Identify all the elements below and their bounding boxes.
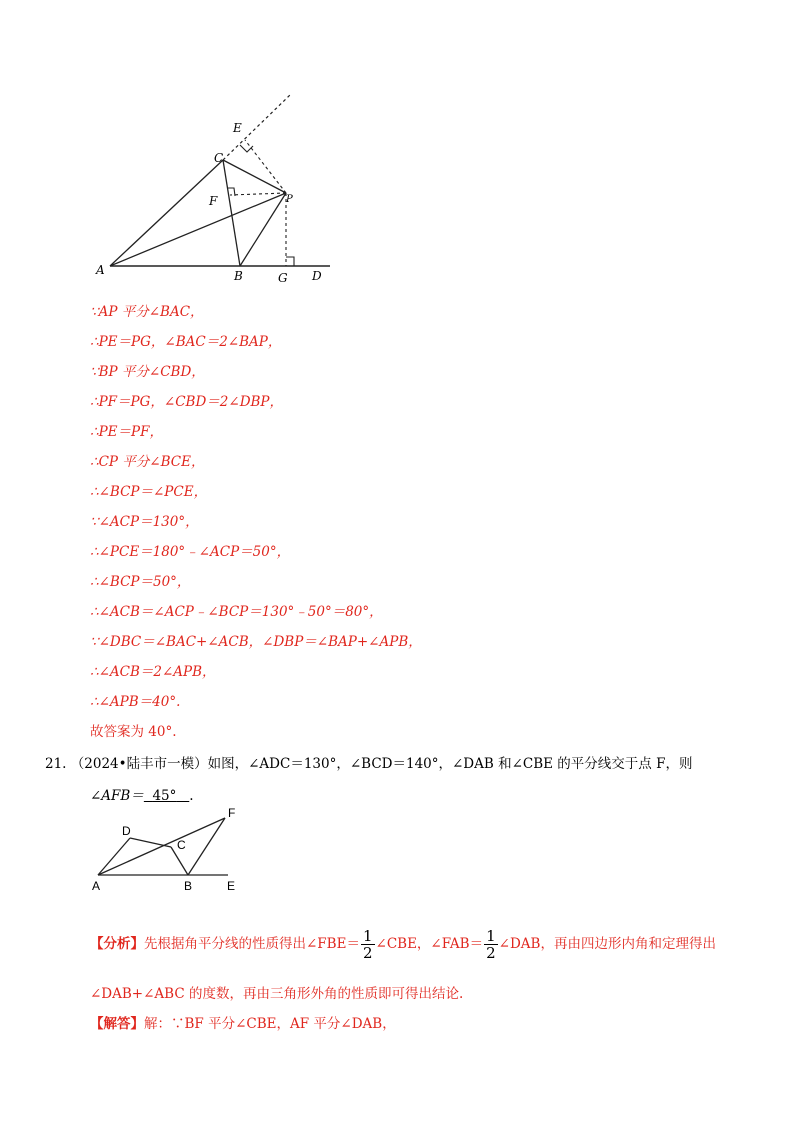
fraction-denominator: 2 bbox=[362, 944, 373, 962]
figure-2-diagram bbox=[88, 805, 258, 895]
solution-line: ∴PE＝PF， bbox=[90, 424, 163, 440]
solution-line: ∴∠ACB＝∠ACP﹣∠BCP＝130°﹣50°＝80°， bbox=[90, 604, 383, 620]
analysis-part1: 先根据角平分线的性质得出∠FBE＝ bbox=[144, 936, 360, 952]
label-F: F bbox=[209, 194, 218, 208]
blank-suffix: . bbox=[189, 788, 194, 804]
label-B: B bbox=[234, 269, 243, 283]
analysis-tag: 【分析】 bbox=[90, 936, 144, 952]
solution-line: ∴∠BCP＝∠PCE， bbox=[90, 484, 208, 500]
solution-line: ∴CP 平分∠BCE， bbox=[90, 454, 205, 470]
answer-blank bbox=[144, 788, 189, 804]
label-C: C bbox=[214, 151, 224, 165]
fig2-label-E: E bbox=[227, 879, 236, 893]
solution-line: ∵∠DBC＝∠BAC+∠ACB，∠DBP＝∠BAP+∠APB， bbox=[90, 634, 422, 650]
fraction-numerator: 1 bbox=[362, 927, 373, 945]
label-A: A bbox=[96, 263, 105, 277]
analysis-line1 bbox=[90, 928, 716, 961]
question-21-line2 bbox=[90, 784, 194, 804]
label-G: G bbox=[278, 271, 288, 285]
final-answer: 故答案为 40°. bbox=[90, 724, 177, 740]
solution-text: 解：∵BF 平分∠CBE，AF 平分∠DAB， bbox=[144, 1016, 396, 1032]
fraction-numerator: 1 bbox=[486, 927, 496, 945]
question-source: （2024•陆丰市一模） bbox=[70, 756, 208, 772]
analysis-line2 bbox=[90, 982, 463, 1002]
solution-line: ∴PF＝PG，∠CBD＝2∠DBP， bbox=[90, 394, 284, 410]
solution-tag: 【解答】 bbox=[90, 1016, 144, 1032]
label-D: D bbox=[312, 269, 322, 283]
fraction-denominator: 2 bbox=[486, 944, 496, 962]
solution-line: ∵BP 平分∠CBD， bbox=[90, 364, 205, 380]
solution-line: ∴∠PCE＝180°﹣∠ACP＝50°， bbox=[90, 544, 291, 560]
figure-1-diagram bbox=[90, 90, 340, 290]
solution-line: ∵AP 平分∠BAC， bbox=[90, 304, 204, 320]
question-number: 21. bbox=[45, 756, 67, 772]
fig2-label-F: F bbox=[228, 806, 236, 820]
label-E: E bbox=[233, 121, 242, 135]
fig2-label-D: D bbox=[122, 824, 131, 838]
fraction-half bbox=[361, 928, 375, 961]
blank-prefix: ∠AFB＝ bbox=[90, 788, 144, 804]
analysis-part3: ∠DAB，再由四边形内角和定理得出 bbox=[498, 936, 716, 952]
solution-line: ∴PE＝PG，∠BAC＝2∠BAP， bbox=[90, 334, 282, 350]
fig2-label-A: A bbox=[92, 879, 101, 893]
solution-line: ∴∠APB＝40°. bbox=[90, 694, 181, 710]
solution-line: ∴∠BCP＝50°， bbox=[90, 574, 191, 590]
question-21-line1 bbox=[45, 752, 692, 772]
question-stem: 如图，∠ADC＝130°，∠BCD＝140°，∠DAB 和∠CBE 的平分线交于点 F，则 bbox=[207, 756, 693, 772]
solution-line bbox=[90, 1012, 396, 1032]
fraction-half bbox=[484, 928, 498, 961]
answer-value: 45° bbox=[152, 788, 177, 804]
solution-line: ∵∠ACP＝130°， bbox=[90, 514, 199, 530]
fig2-label-B: B bbox=[184, 879, 193, 893]
analysis-part2: ∠CBE，∠FAB＝ bbox=[375, 936, 484, 952]
label-P: P bbox=[286, 194, 293, 205]
analysis-line2-text: ∠DAB+∠ABC 的度数，再由三角形外角的性质即可得出结论. bbox=[90, 986, 464, 1002]
solution-line: ∴∠ACB＝2∠APB， bbox=[90, 664, 216, 680]
fig2-label-C: C bbox=[177, 838, 186, 852]
